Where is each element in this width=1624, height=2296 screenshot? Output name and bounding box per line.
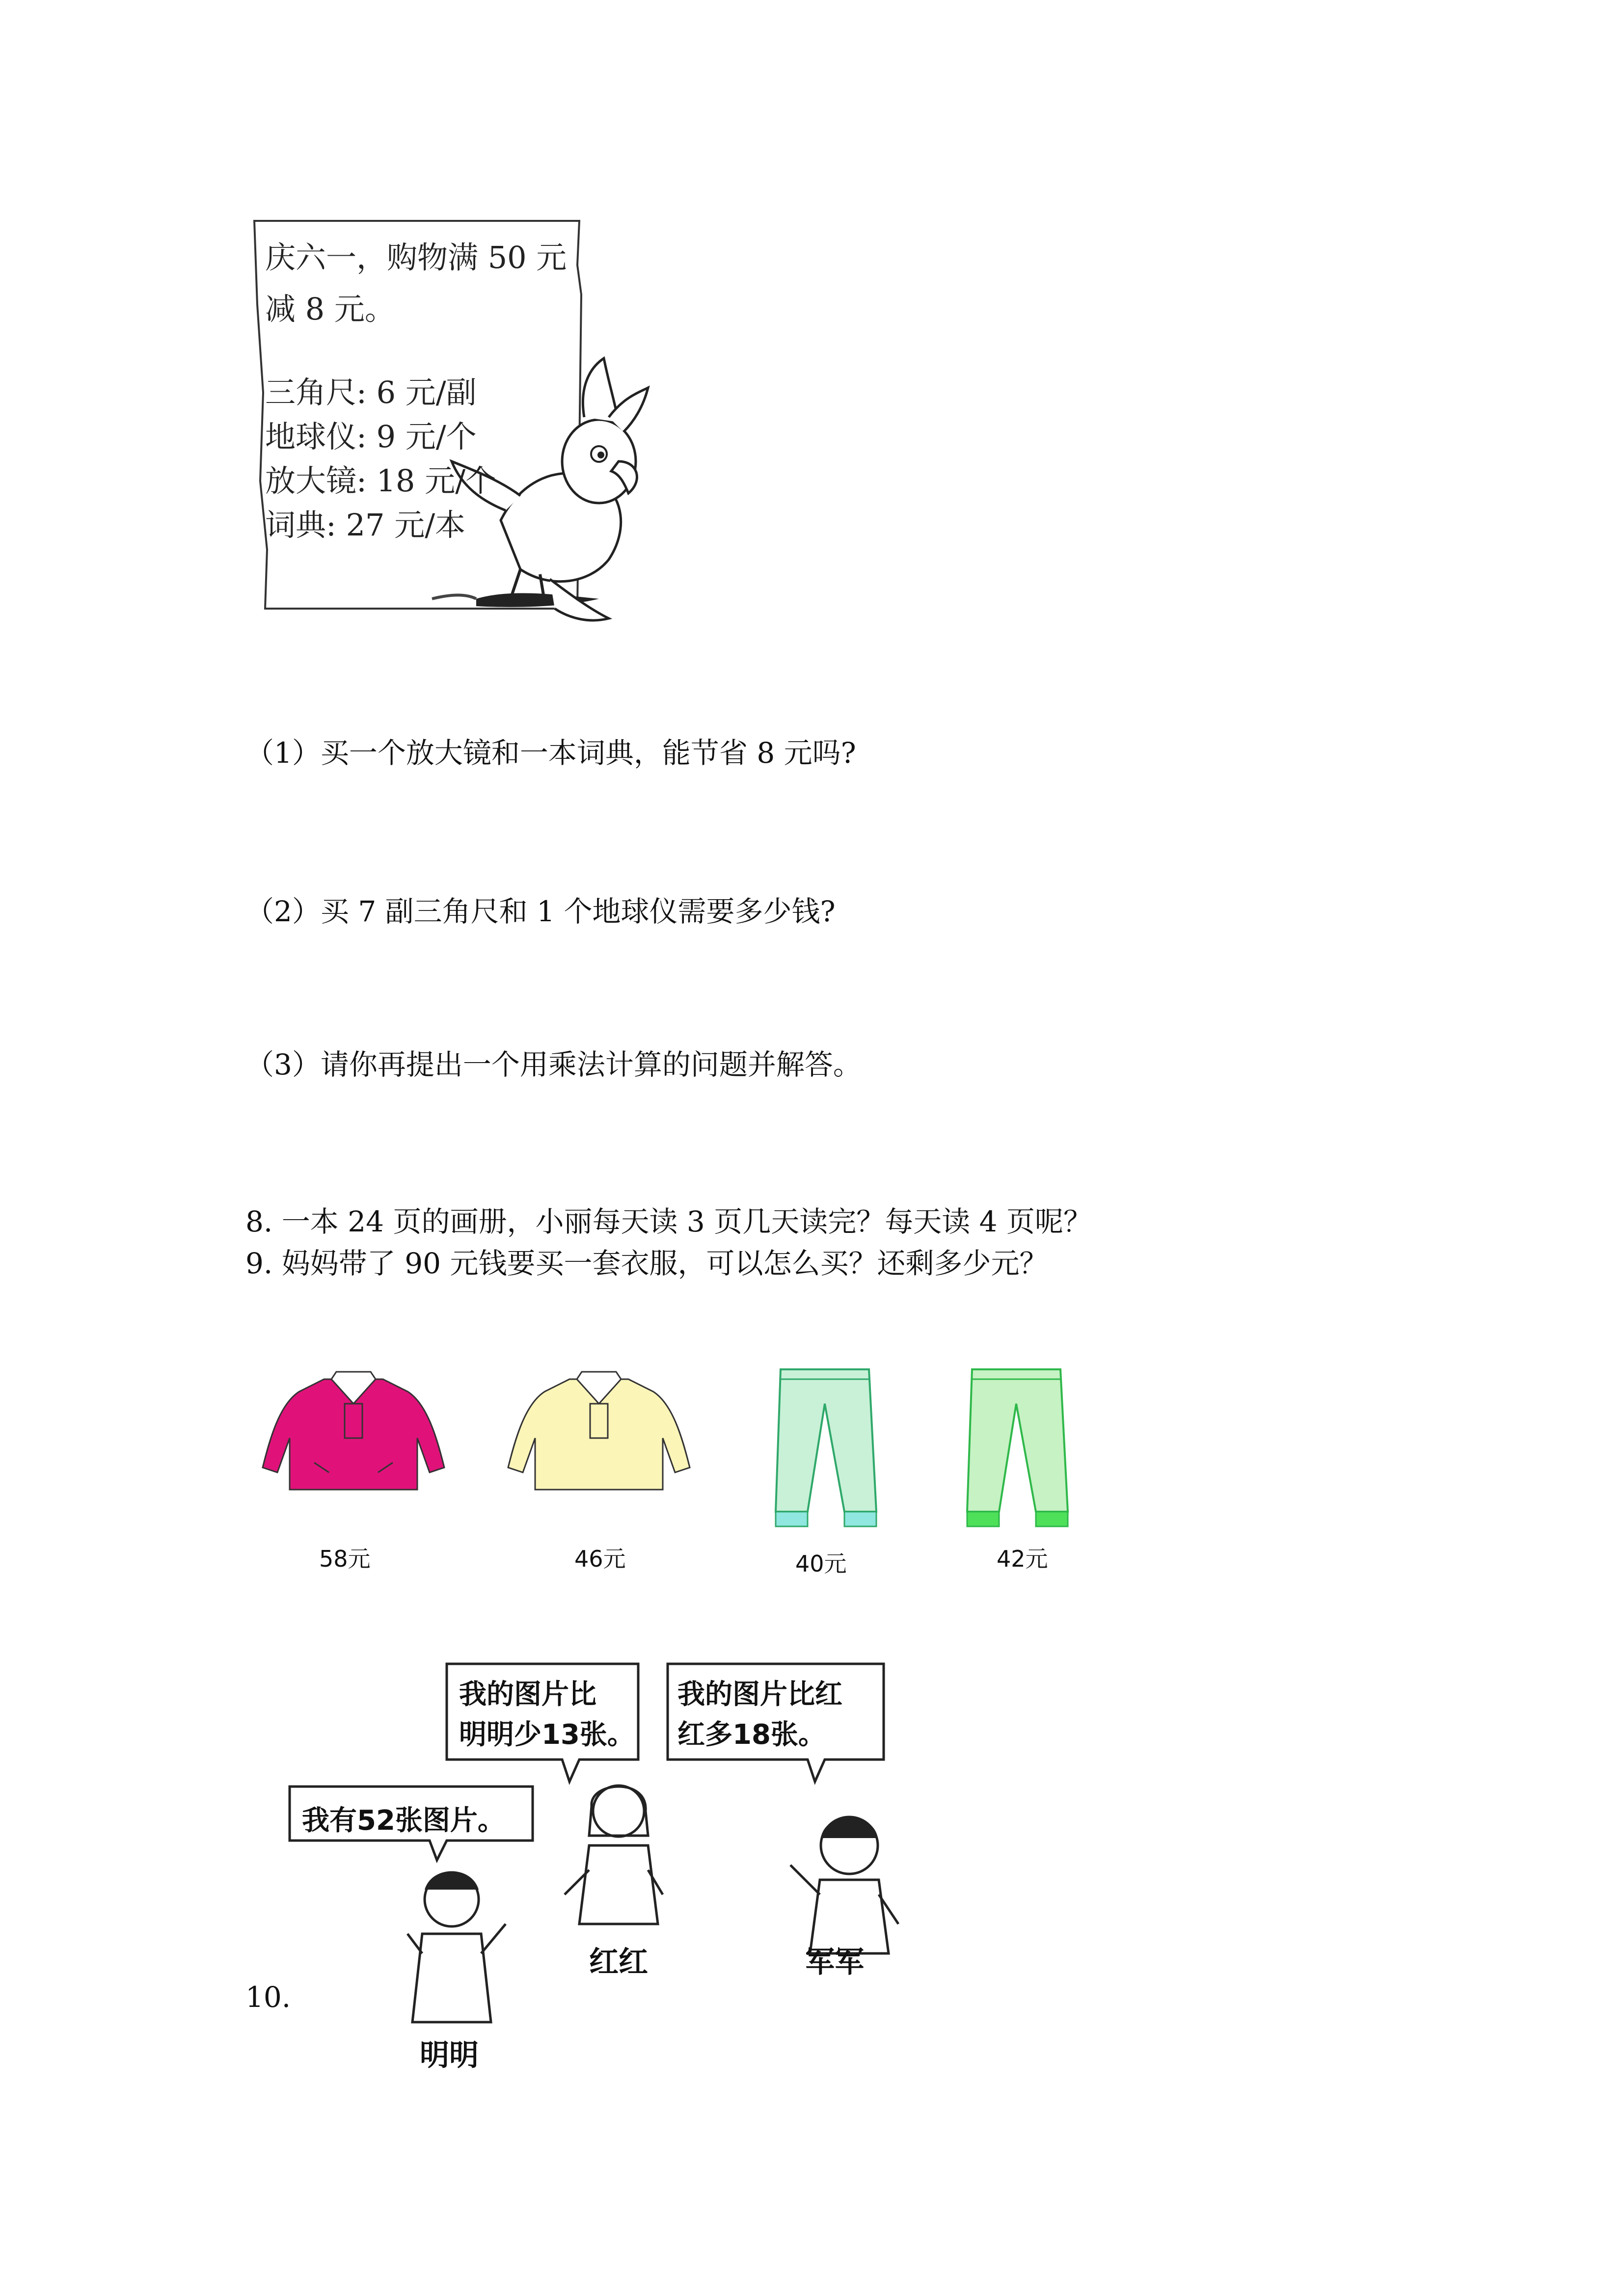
clothing-item-4 xyxy=(962,1364,1070,1531)
price-label-1: 58元 xyxy=(319,1546,371,1572)
sign-line-2: 减 8 元。 xyxy=(265,291,395,327)
price-label-2: 46元 xyxy=(574,1546,626,1572)
sign-line-1: 庆六一，购物满 50 元 xyxy=(265,240,567,275)
q7-sub3: （3）请你再提出一个用乘法计算的问题并解答。 xyxy=(245,1048,862,1081)
clothing-item-2 xyxy=(506,1369,692,1492)
q9-text: 9. 妈妈带了 90 元钱要买一套衣服，可以怎么买？还剩多少元？ xyxy=(245,1247,1048,1280)
q7-sub1: （1）买一个放大镜和一本词典，能节省 8 元吗? xyxy=(245,736,856,770)
q10-number: 10. xyxy=(245,1980,291,2014)
name-mingming: 明明 xyxy=(420,2038,479,2073)
q10-illustration xyxy=(275,1649,962,2091)
bubble-honghong-line2: 明明少13张。 xyxy=(459,1719,635,1751)
sign-line-6: 词典: 27 元/本 xyxy=(265,507,466,543)
q7-sub2: （2）买 7 副三角尺和 1 个地球仪需要多少钱? xyxy=(245,895,836,928)
green-pants-icon xyxy=(962,1364,1070,1531)
light-green-pants-icon xyxy=(771,1364,879,1531)
pink-sweater-icon xyxy=(260,1369,447,1492)
sign-line-4: 地球仪: 9 元/个 xyxy=(265,419,477,454)
sale-sign-illustration xyxy=(245,206,668,648)
sign-line-5: 放大镜: 18 元/个 xyxy=(265,463,496,499)
sign-line-3: 三角尺: 6 元/副 xyxy=(265,374,477,410)
bubble-honghong-line1: 我的图片比 xyxy=(459,1679,596,1710)
name-honghong: 红红 xyxy=(589,1945,648,1979)
bubble-junjun-line2: 红多18张。 xyxy=(677,1719,826,1751)
price-label-4: 42元 xyxy=(997,1546,1048,1572)
name-junjun: 军军 xyxy=(805,1945,864,1979)
q8-text: 8. 一本 24 页的画册，小丽每天读 3 页几天读完？每天读 4 页呢？ xyxy=(245,1205,1092,1238)
yellow-sweater-icon xyxy=(506,1369,692,1492)
clothing-item-3 xyxy=(771,1364,879,1531)
price-label-3: 40元 xyxy=(795,1550,847,1577)
bubble-mingming: 我有52张图片。 xyxy=(302,1805,505,1837)
bubble-junjun-line1: 我的图片比红 xyxy=(677,1679,842,1710)
clothing-item-1 xyxy=(260,1369,447,1492)
